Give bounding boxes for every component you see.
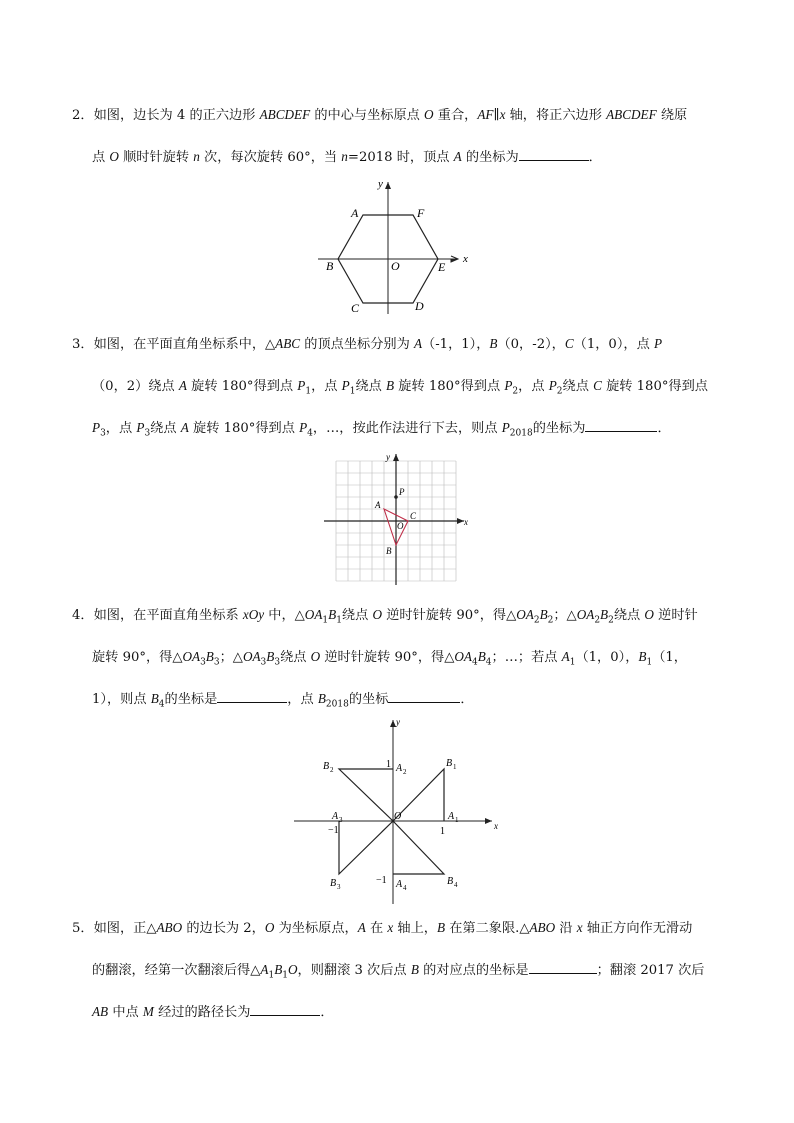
q3-text: ABC: [275, 336, 301, 351]
answer-blank[interactable]: [217, 690, 287, 703]
subscript: 2: [533, 615, 540, 626]
q2-text: 的中心与坐标原点: [310, 108, 425, 123]
subscript: 1: [569, 657, 576, 668]
subscript: 3: [100, 428, 106, 439]
label-A4: A: [396, 879, 403, 890]
q5-text: x: [576, 920, 583, 935]
q3-text: 绕点: [150, 421, 181, 436]
q4-text: OA: [454, 649, 472, 664]
y-axis-arrow: [393, 454, 399, 461]
q5-text: ，则翻滚 3 次后点: [297, 963, 411, 978]
q3-text: ．: [657, 421, 671, 436]
subscript: 3: [260, 657, 267, 668]
q2-text: 点: [92, 150, 110, 165]
q5-text: 为坐标原点，: [274, 921, 358, 936]
q4-text: OA: [576, 607, 595, 622]
label-O: O: [391, 259, 400, 273]
q4-text: ；△: [219, 650, 243, 665]
q2-text: 的坐标为: [461, 150, 519, 165]
y-axis-arrow: [385, 182, 391, 189]
q4-line-2: [92, 648, 687, 667]
q5-text: A: [357, 920, 366, 935]
q4-text: B: [539, 607, 548, 622]
q4-text: xOy: [242, 607, 265, 622]
q3-number: 3．: [72, 337, 94, 352]
q2-text: x: [499, 107, 506, 122]
q3-text: A: [413, 336, 423, 351]
label-A3: A: [332, 811, 339, 822]
label-C: C: [351, 301, 360, 315]
subscript: 4: [485, 657, 492, 668]
q5-text: x: [387, 920, 394, 935]
q3-text: （1，0），点: [573, 337, 654, 352]
q3-text: 的顶点坐标分别为: [300, 337, 414, 352]
q4-text: 逆时针旋转 90°，得△: [382, 608, 517, 623]
q3-text: C: [593, 378, 602, 393]
q2-line-2: [92, 148, 602, 167]
q2-text: 顺时针旋转: [118, 150, 194, 165]
q3-text: P: [299, 420, 308, 435]
label-B: B: [386, 546, 392, 556]
subscript: 2018: [325, 699, 349, 710]
q4-pinwheel-figure: [292, 716, 502, 906]
q4-text: B: [317, 691, 326, 706]
q4-text: ．: [460, 692, 474, 707]
q2-text: ABCDEF: [259, 107, 311, 122]
label-A1: A: [448, 811, 455, 822]
label-C: C: [410, 511, 417, 521]
q2-text: =2018 时，顶点: [347, 150, 454, 165]
label-B3-sub: 3: [337, 883, 341, 891]
q3-text: 旋转 180°得到点: [188, 421, 300, 436]
q5-text: 在第二象限.△: [445, 921, 530, 936]
q4-text: 逆时针旋转 90°，得△: [320, 650, 455, 665]
label-A3-sub: 3: [339, 816, 343, 824]
q4-text: OA: [304, 607, 323, 622]
q3-text: 旋转 180°得到点: [394, 379, 505, 394]
q5-text: 轴上，: [393, 921, 437, 936]
q5-text: 中点: [108, 1005, 143, 1020]
subscript: 1: [282, 970, 288, 981]
q3-text: A: [180, 420, 189, 435]
q4-text: A: [561, 649, 570, 664]
label-y: y: [386, 452, 390, 462]
q5-text: ABO: [156, 920, 183, 935]
q2-text: A: [453, 149, 462, 164]
q3-text: 旋转 180°得到点: [186, 379, 298, 394]
answer-blank[interactable]: [388, 690, 460, 703]
q3-line-1: [72, 335, 662, 354]
subscript: 2: [608, 615, 614, 626]
answer-blank[interactable]: [529, 961, 597, 974]
q2-text: 如图，边长为 4 的正六边形: [93, 108, 260, 123]
q4-text: 绕点: [613, 608, 645, 623]
q4-text: 中，△: [264, 608, 305, 623]
tick-label-neg1-left: −1: [328, 825, 339, 836]
q3-text: B: [489, 336, 498, 351]
subscript: 1: [349, 386, 356, 397]
q5-text: 经过的路径长为: [153, 1005, 251, 1020]
q3-text: 绕点: [355, 379, 387, 394]
q5-text: 轴正方向作无滑动: [582, 921, 693, 936]
q5-text: A: [260, 962, 269, 977]
answer-blank[interactable]: [519, 148, 589, 161]
q4-text: O: [644, 607, 654, 622]
label-A4-sub: 4: [403, 884, 407, 892]
x-axis-arrow: [457, 518, 464, 524]
q4-text: （1，: [652, 650, 687, 665]
q3-grid-figure: [322, 452, 472, 587]
q3-text: A: [178, 378, 187, 393]
subscript: 4: [158, 699, 165, 710]
q3-text: （0，2）绕点: [92, 379, 179, 394]
q2-text: ∥: [493, 108, 500, 123]
q3-text: 绕点: [562, 379, 594, 394]
q4-text: 1），则点: [92, 692, 151, 707]
q4-text: ；△: [553, 608, 577, 623]
label-B3: B: [330, 878, 337, 889]
q5-text: 沿: [555, 921, 577, 936]
label-O: O: [397, 521, 404, 531]
subscript: 1: [646, 657, 653, 668]
q4-text: OA: [182, 649, 201, 664]
q4-text: 逆时针: [653, 608, 698, 623]
q4-text: B: [477, 649, 486, 664]
q2-text: n: [341, 149, 348, 164]
q2-text: ．: [588, 150, 602, 165]
subscript: 1: [305, 386, 312, 397]
q4-text: B: [328, 607, 337, 622]
label-B1-sub: 1: [453, 763, 457, 771]
subscript: 2018: [509, 428, 533, 439]
q3-text: ，…，按此作法进行下去，则点: [312, 421, 502, 436]
subscript: 2: [547, 615, 554, 626]
q4-text: 的坐标: [348, 692, 389, 707]
label-B: B: [326, 259, 334, 273]
q3-text: （0，-2），: [497, 337, 565, 352]
q4-text: B: [266, 649, 275, 664]
label-E: E: [438, 260, 446, 274]
q2-hexagon-figure: [318, 170, 478, 320]
q3-text: B: [386, 378, 395, 393]
label-B2: B: [323, 761, 330, 772]
q3-line-3: [92, 419, 671, 438]
q3-text: C: [564, 336, 574, 351]
triangle-oa3b3: [339, 821, 393, 874]
q4-text: 如图，在平面直角坐标系: [93, 608, 243, 623]
q3-text: 的坐标为: [532, 421, 586, 436]
q5-text: ；翻滚 2017 次后: [596, 963, 705, 978]
q3-text: ，点: [518, 379, 549, 394]
subscript: 3: [144, 428, 151, 439]
q2-text: AF: [477, 107, 494, 122]
q3-text: ，点: [311, 379, 342, 394]
label-B2-sub: 2: [330, 766, 334, 774]
triangle-oa4b4: [393, 821, 444, 874]
q5-text: ．: [320, 1005, 334, 1020]
q5-text: 在: [365, 921, 388, 936]
q4-text: O: [372, 607, 383, 622]
q3-text: P: [92, 420, 101, 435]
label-x: x: [463, 253, 468, 265]
answer-blank[interactable]: [585, 419, 657, 432]
tick-label-1-top: 1: [386, 759, 391, 770]
q5-text: 的边长为 2，: [182, 921, 265, 936]
q2-text: 次，每次旋转 60°，当: [199, 150, 342, 165]
q4-number: 4．: [72, 608, 94, 623]
q5-line-1: [72, 919, 692, 938]
q5-text: 的翻滚，经第一次翻滚后得△: [92, 963, 261, 978]
q3-text: P: [548, 378, 557, 393]
q5-text: M: [142, 1004, 154, 1019]
q2-text: 轴，将正六边形: [505, 108, 607, 123]
label-F: F: [417, 206, 425, 220]
q5-text: B: [274, 962, 283, 977]
subscript: 3: [274, 657, 281, 668]
x-axis-arrow: [485, 818, 492, 824]
q3-text: P: [297, 378, 306, 393]
q3-text: ，点: [105, 421, 137, 436]
q3-text: 如图，在平面直角坐标系中，△: [93, 337, 276, 352]
subscript: 2: [594, 615, 601, 626]
q4-text: OA: [516, 607, 534, 622]
q3-text: P: [136, 420, 145, 435]
q5-text: O: [264, 920, 275, 935]
subscript: 2: [556, 386, 563, 397]
label-A2-sub: 2: [403, 768, 407, 776]
label-A1-sub: 1: [455, 816, 459, 824]
q5-line-2: [92, 961, 704, 980]
q4-line-3: [92, 690, 474, 709]
q2-text: 绕原: [656, 108, 688, 123]
q4-text: OA: [242, 649, 261, 664]
label-B4-sub: 4: [454, 881, 458, 889]
label-D: D: [415, 299, 424, 313]
label-y: y: [396, 717, 400, 727]
q4-text: B: [205, 649, 214, 664]
subscript: 4: [307, 428, 313, 439]
label-y: y: [378, 178, 383, 190]
q2-line-1: [72, 106, 687, 125]
q4-text: 绕点: [341, 608, 373, 623]
label-O: O: [394, 811, 402, 822]
subscript: 3: [213, 657, 220, 668]
subscript: 3: [200, 657, 206, 668]
subscript: 1: [336, 615, 342, 626]
q3-line-2: [92, 377, 708, 396]
q3-text: P: [501, 420, 510, 435]
q2-text: 重合，: [433, 108, 478, 123]
q2-number: 2．: [72, 108, 94, 123]
q5-text: ABO: [529, 920, 556, 935]
x-axis-arrow: [451, 256, 458, 262]
q5-text: AB: [92, 1004, 109, 1019]
q2-text: O: [109, 149, 119, 164]
q2-text: ABCDEF: [606, 107, 657, 122]
subscript: 1: [268, 970, 275, 981]
q4-text: B: [150, 691, 159, 706]
label-B4: B: [447, 876, 454, 887]
q4-text: 绕点: [280, 650, 311, 665]
q3-text: （-1，1），: [422, 337, 490, 352]
tick-label-neg1-bottom: −1: [376, 875, 387, 886]
q4-text: （1，0），: [575, 650, 639, 665]
q4-text: ，点: [287, 692, 318, 707]
q5-line-3: [92, 1003, 334, 1022]
q3-text: P: [504, 378, 513, 393]
label-A2: A: [396, 763, 403, 774]
q4-line-1: [72, 606, 698, 625]
q5-text: O: [288, 962, 298, 977]
point-p: [394, 495, 398, 499]
q4-text: B: [638, 649, 647, 664]
q4-text: O: [310, 649, 321, 664]
q3-text: 旋转 180°得到点: [601, 379, 708, 394]
q4-text: ；…；若点: [491, 650, 562, 665]
q5-text: 如图，正△: [93, 921, 157, 936]
subscript: 2: [512, 386, 519, 397]
subscript: 1: [322, 615, 329, 626]
label-B1: B: [446, 758, 453, 769]
subscript: 4: [471, 657, 478, 668]
tick-label-1-right: 1: [440, 826, 445, 837]
label-x: x: [464, 517, 468, 527]
q4-text: 旋转 90°，得△: [92, 650, 183, 665]
q3-text: P: [653, 336, 663, 351]
label-A: A: [351, 206, 359, 220]
q5-text: B: [436, 920, 446, 935]
label-x: x: [494, 821, 498, 831]
q2-text: O: [424, 107, 434, 122]
answer-blank[interactable]: [250, 1003, 320, 1016]
q5-text: 的对应点的坐标是: [418, 963, 529, 978]
q2-text: n: [193, 149, 200, 164]
label-A: A: [375, 500, 381, 510]
triangle-oa2b2: [339, 769, 393, 821]
q4-text: B: [600, 607, 609, 622]
q5-number: 5．: [72, 921, 94, 936]
q5-text: B: [410, 962, 419, 977]
q4-text: 的坐标是: [164, 692, 218, 707]
q3-text: P: [341, 378, 350, 393]
label-P: P: [399, 487, 405, 497]
